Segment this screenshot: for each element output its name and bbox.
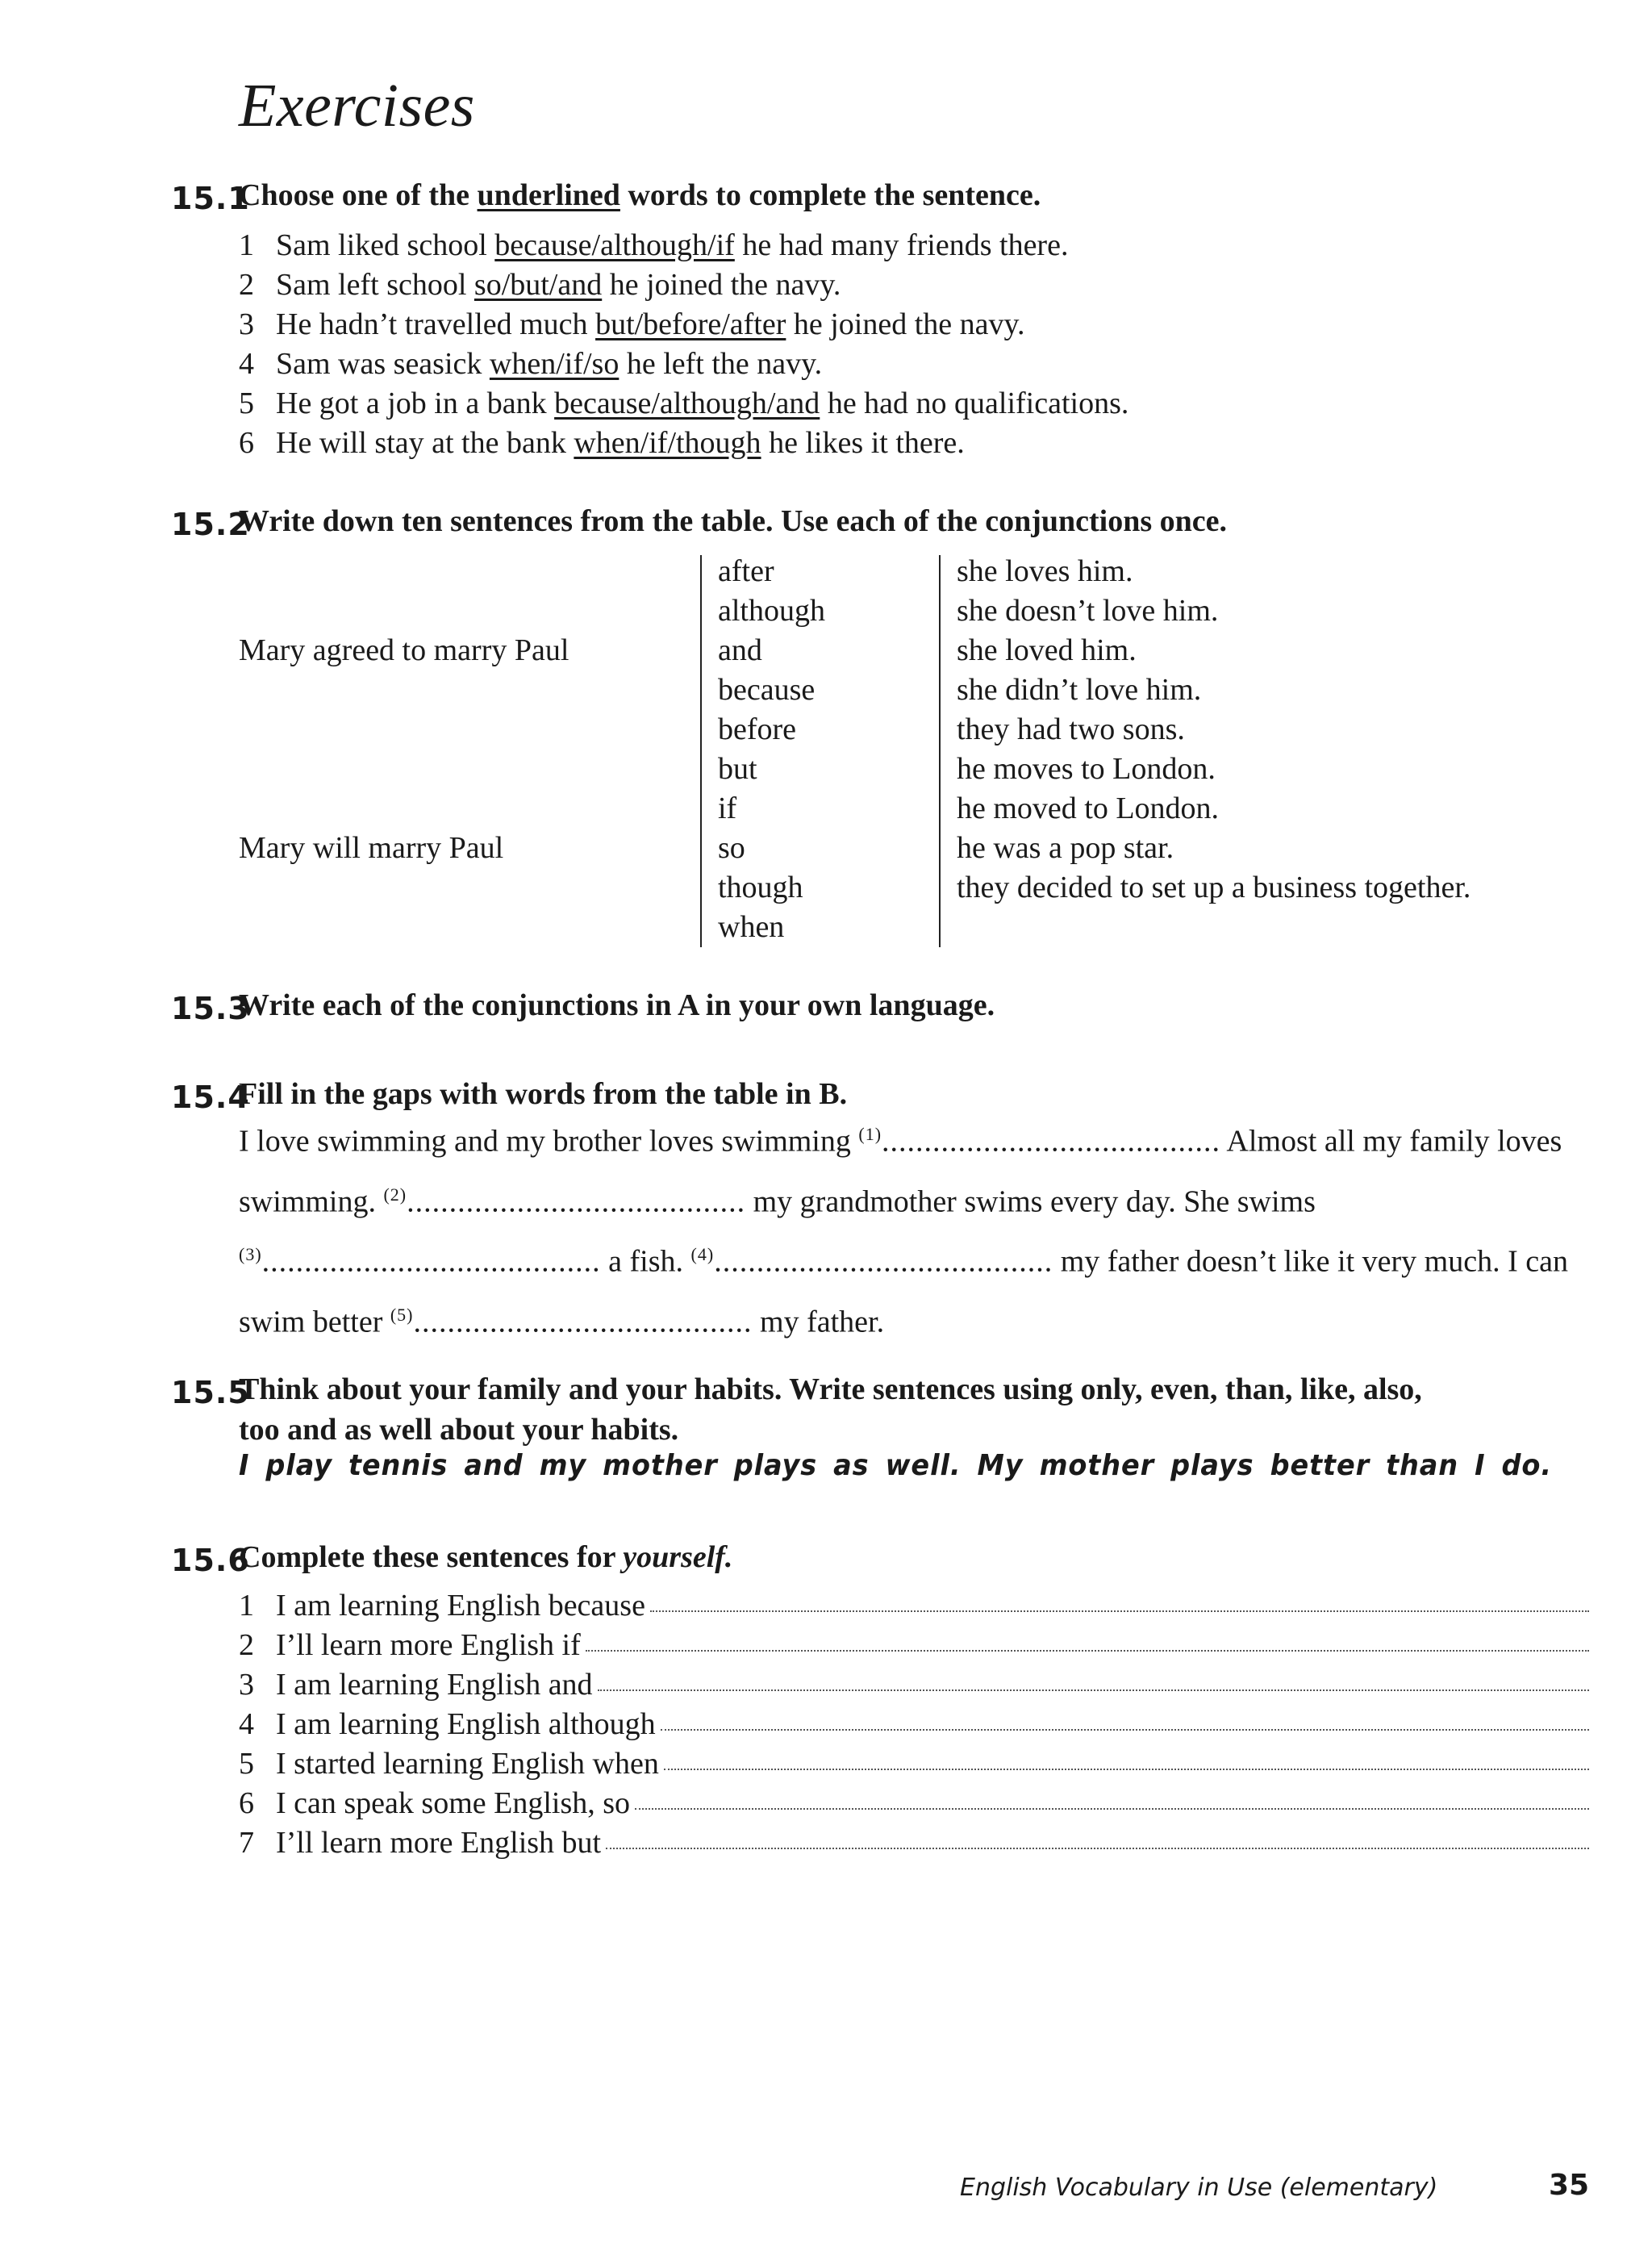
- exercise-15-2-instruction: Write down ten sentences from the table. Use each of the conjunctions once.: [239, 504, 1227, 538]
- table-ending: she doesn’t love him.: [957, 594, 1219, 628]
- table-conjunction: so: [718, 831, 745, 865]
- table-conjunction: when: [718, 910, 785, 944]
- answer-blank[interactable]: [661, 1729, 1589, 1731]
- table-conjunction: but: [718, 752, 757, 786]
- exercise-15-5-instruction-line2: too and as well about your habits.: [239, 1413, 679, 1447]
- answer-blank[interactable]: [664, 1769, 1589, 1770]
- table-ending: she loved him.: [957, 633, 1137, 667]
- completion-line[interactable]: 2 I’ll learn more English if: [239, 1627, 1589, 1663]
- gap-blank[interactable]: ........................................: [413, 1305, 753, 1339]
- page-number: 35: [1549, 2169, 1590, 2202]
- exercise-15-4-instruction: Fill in the gaps with words from the table in B.: [239, 1077, 848, 1111]
- table-subject: Mary agreed to marry Paul: [239, 633, 569, 667]
- table-conjunction: and: [718, 633, 762, 667]
- gap-fill-paragraph: I love swimming and my brother loves swimming $^{(1)}$........................................ Almost all my family loves swimming. $^{(2)}$........................................ my grandmother swims every day. She swims $^{(3)}$........................................ a fish. $^{(4)}$........................................ my father doesn’t like it very much. I can swim better $^{(5)}$........................................ my father.: [239, 1124, 1568, 1339]
- gap-blank[interactable]: ........................................: [882, 1124, 1221, 1159]
- completion-line[interactable]: 5 I started learning English when: [239, 1746, 1589, 1781]
- completion-line[interactable]: 4 I am learning English although: [239, 1706, 1589, 1742]
- answer-blank[interactable]: [650, 1610, 1589, 1612]
- exercise-15-1-item: 3 He hadn’t travelled much but/before/after he joined the navy.: [239, 307, 1025, 341]
- gap-number: (2): [383, 1184, 407, 1205]
- exercise-15-6-instruction: Complete these sentences for yourself.: [239, 1540, 733, 1574]
- table-conjunction: before: [718, 712, 797, 746]
- exercise-15-1-item: 6 He will stay at the bank when/if/though he likes it there.: [239, 426, 965, 460]
- completion-line[interactable]: 7 I’ll learn more English but: [239, 1825, 1589, 1861]
- table-conjunction: because: [718, 673, 816, 707]
- exercise-15-1-item: 2 Sam left school so/but/and he joined the navy.: [239, 268, 841, 302]
- page-title: Exercises: [239, 72, 475, 140]
- gap-number: (3): [239, 1244, 262, 1265]
- completion-line[interactable]: 6 I can speak some English, so: [239, 1785, 1589, 1821]
- exercise-15-5-instruction-line1: Think about your family and your habits. Write sentences using only, even, than, like, also,: [239, 1372, 1422, 1406]
- exercise-number-15-3: 15.3: [171, 991, 250, 1026]
- table-ending: she didn’t love him.: [957, 673, 1202, 707]
- table-conjunction: after: [718, 554, 774, 588]
- exercise-number-15-4: 15.4: [171, 1080, 250, 1115]
- exercise-15-1-item: 1 Sam liked school because/although/if he had many friends there.: [239, 228, 1069, 262]
- answer-blank[interactable]: [635, 1808, 1589, 1810]
- gap-number: (1): [858, 1124, 882, 1144]
- table-ending: they had two sons.: [957, 712, 1185, 746]
- completion-line[interactable]: 3 I am learning English and: [239, 1667, 1589, 1702]
- answer-blank[interactable]: [586, 1650, 1589, 1652]
- gap-number: (4): [690, 1244, 715, 1265]
- exercise-number-15-6: 15.6: [171, 1543, 250, 1578]
- table-ending: he moved to London.: [957, 791, 1220, 825]
- completion-line[interactable]: 1 I am learning English because: [239, 1588, 1589, 1623]
- table-ending: he was a pop star.: [957, 831, 1174, 865]
- footer-book-title: English Vocabulary in Use (elementary): [960, 2174, 1438, 2202]
- exercise-15-1-item: 5 He got a job in a bank because/although/and he had no qualifications.: [239, 386, 1129, 420]
- table-conjunction: although: [718, 594, 825, 628]
- exercise-number-15-5: 15.5: [171, 1375, 250, 1410]
- gap-blank[interactable]: ........................................: [407, 1184, 746, 1219]
- answer-blank[interactable]: [598, 1689, 1589, 1691]
- table-conjunction: though: [718, 871, 803, 904]
- handwritten-example: I play tennis and my mother plays as well. My mother plays better than I do.: [239, 1449, 1552, 1482]
- table-ending: he moves to London.: [957, 752, 1216, 786]
- gap-blank[interactable]: ........................................: [714, 1244, 1053, 1279]
- exercise-15-1-item: 4 Sam was seasick when/if/so he left the navy.: [239, 347, 823, 381]
- exercise-15-3-instruction: Write each of the conjunctions in A in your own language.: [239, 988, 995, 1022]
- table-ending: they decided to set up a business together.: [957, 871, 1471, 904]
- table-ending: she loves him.: [957, 554, 1133, 588]
- exercise-number-15-1: 15.1: [171, 181, 250, 216]
- exercise-number-15-2: 15.2: [171, 507, 250, 542]
- answer-blank[interactable]: [606, 1848, 1589, 1849]
- table-subject: Mary will marry Paul: [239, 831, 504, 865]
- table-divider: [939, 555, 941, 947]
- exercise-15-1-instruction: Choose one of the underlined words to complete the sentence.: [239, 178, 1041, 212]
- gap-blank[interactable]: ........................................: [261, 1244, 601, 1279]
- table-conjunction: if: [718, 791, 737, 825]
- table-divider: [700, 555, 702, 947]
- gap-number: (5): [390, 1304, 414, 1325]
